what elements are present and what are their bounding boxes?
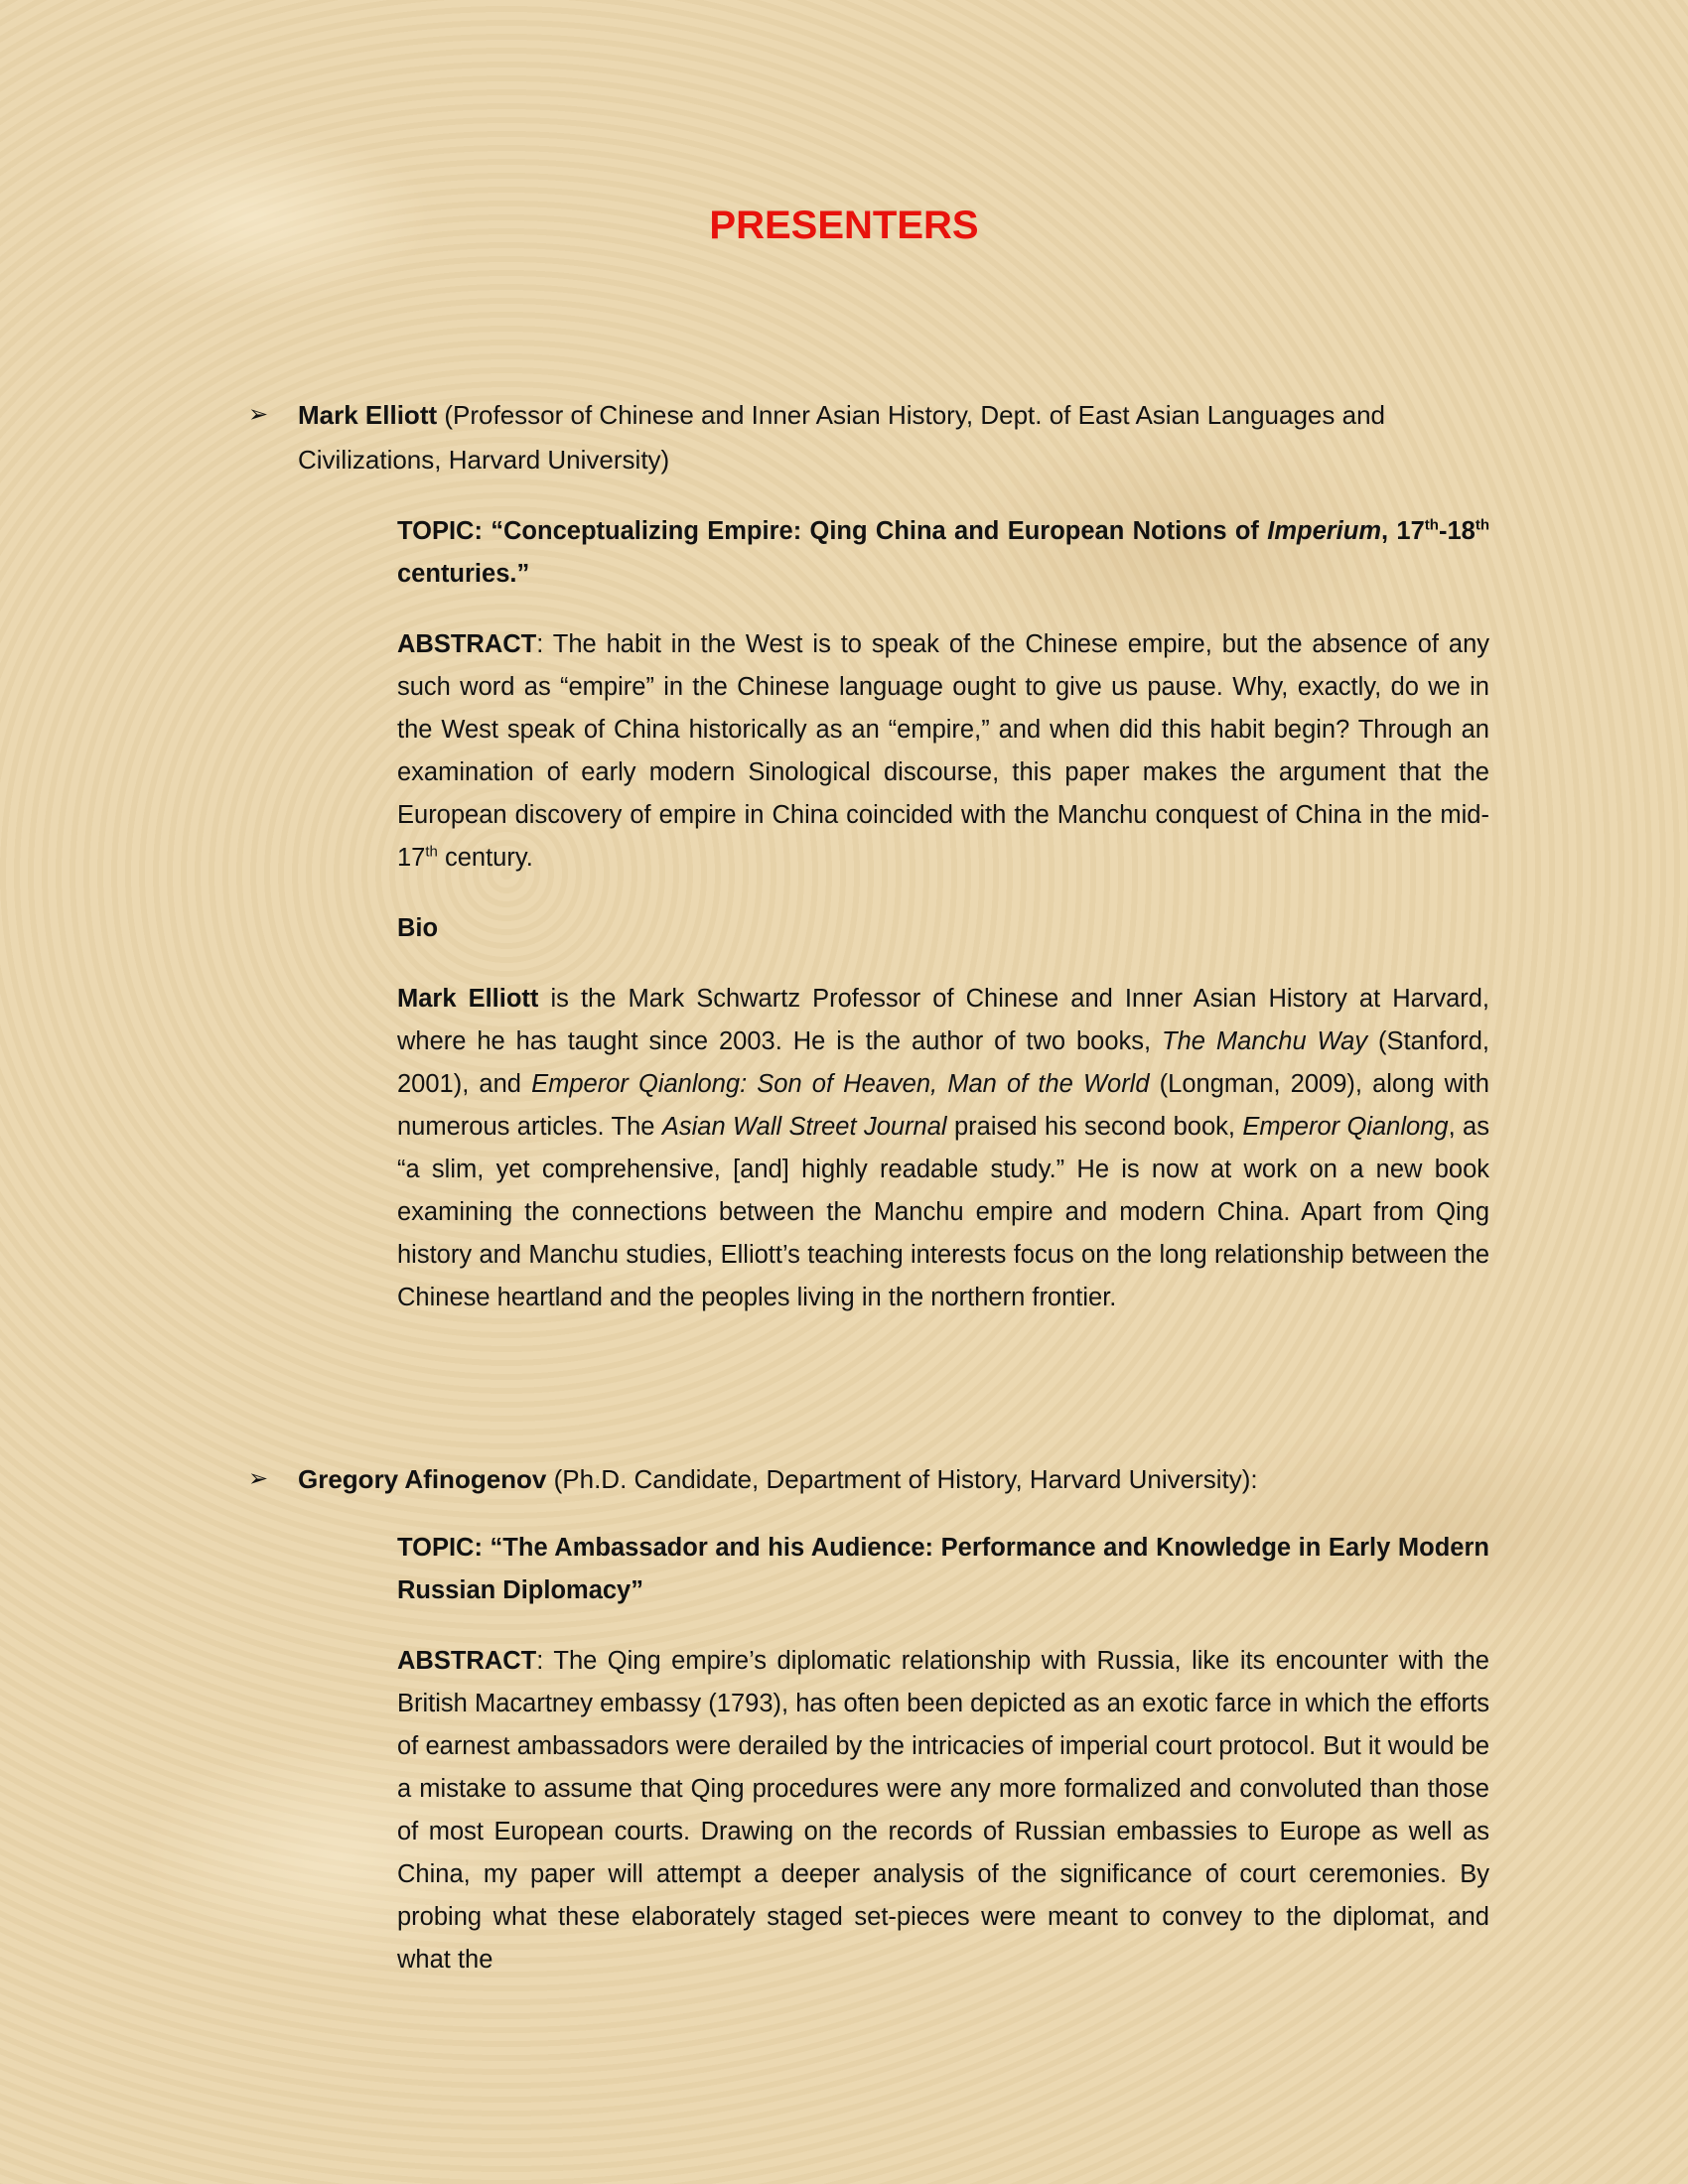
text-segment: (Longman, 2009), along with numerous articles. The	[397, 1070, 1489, 1141]
paragraph	[397, 978, 1489, 1319]
text-segment: ABSTRACT	[397, 1647, 537, 1675]
text-segment: (Ph.D. Candidate, Department of History, Harvard University):	[546, 1464, 1258, 1494]
text-segment: : The habit in the West is to speak of the Chinese empire, but the absence of any such word as “empire” in the Chinese language ought to give us pause. Why, exactly, do we in the West speak of China historically as an “empire,” and when did this habit begin? Through an examination of early modern Sinological discourse, this paper makes the argument that the European discovery of empire in China coincided with the Manchu conquest of China in the mid-17	[397, 630, 1489, 872]
presenter-details	[397, 1527, 1489, 2009]
text-segment: , as “a slim, yet comprehensive, [and] highly readable study.” He is now at work on a new book examining the connections between the Manchu empire and modern China. Apart from Qing history and Manchu studies, Elliott’s teaching interests focus on the long relationship between the Chinese heartland and the peoples living in the northern frontier.	[397, 1113, 1489, 1311]
text-segment: : The Qing empire’s diplomatic relationship with Russia, like its encounter with the British Macartney embassy (1793), has often been depicted as an exotic farce in which the efforts of earnest ambassadors were derailed by the intricacies of imperial court protocol. But it would be a mistake to assume that Qing procedures were any more formalized and convoluted than those of most European courts. Drawing on the records of Russian embassies to Europe as well as China, my paper will attempt a deeper analysis of the significance of court ceremonies. By probing what these elaborately staged set-pieces were meant to convey to the diplomat, and what the	[397, 1647, 1489, 1974]
text-segment: is the Mark Schwartz Professor of Chinese and Inner Asian History at Harvard, where he has taught since 2003. He is the author of two books,	[397, 985, 1490, 1055]
presenter-heading	[298, 1457, 1390, 1502]
paragraph	[397, 623, 1489, 880]
superscript: th	[425, 843, 438, 861]
bullet-arrow-icon: ➢	[248, 1465, 269, 1492]
text-segment: TOPIC: “The Ambassador and his Audience: Performance and Knowledge in Early Modern Russian Diplomacy”	[397, 1534, 1489, 1604]
text-segment: century.	[437, 844, 533, 872]
text-segment: (Stanford, 2001), and	[397, 1027, 1490, 1098]
superscript: th	[1424, 516, 1439, 534]
text-segment: , 17	[1381, 517, 1425, 545]
text-segment: Gregory Afinogenov	[298, 1464, 547, 1494]
text-segment: Emperor Qianlong	[1242, 1113, 1449, 1141]
text-segment: TOPIC: “Conceptualizing Empire: Qing China and European Notions of	[397, 517, 1268, 545]
superscript: th	[1475, 516, 1489, 534]
bullet-arrow-icon: ➢	[248, 401, 269, 428]
presenter-details	[397, 510, 1489, 1347]
text-segment: -18	[1438, 517, 1476, 545]
text-segment: praised his second book,	[946, 1113, 1243, 1141]
text-segment: (Professor of Chinese and Inner Asian History, Dept. of East Asian Languages and Civilizations, Harvard University)	[298, 400, 1385, 475]
text-segment: Asian Wall Street Journal	[661, 1113, 947, 1141]
paragraph	[397, 1640, 1489, 1981]
text-segment: Imperium	[1267, 517, 1382, 545]
paragraph	[397, 907, 1489, 950]
page-title: PRESENTERS	[709, 204, 979, 247]
text-segment: Bio	[397, 914, 439, 942]
paragraph	[397, 1527, 1489, 1612]
text-segment: The Manchu Way	[1162, 1027, 1368, 1055]
text-segment: centuries.”	[397, 560, 530, 588]
text-segment: Mark Elliott	[298, 400, 438, 430]
text-segment: Mark Elliott	[397, 985, 539, 1013]
paragraph	[397, 510, 1489, 596]
presenter-heading	[298, 393, 1390, 482]
text-segment: ABSTRACT	[397, 630, 537, 658]
text-segment: Emperor Qianlong: Son of Heaven, Man of the World	[531, 1070, 1150, 1098]
